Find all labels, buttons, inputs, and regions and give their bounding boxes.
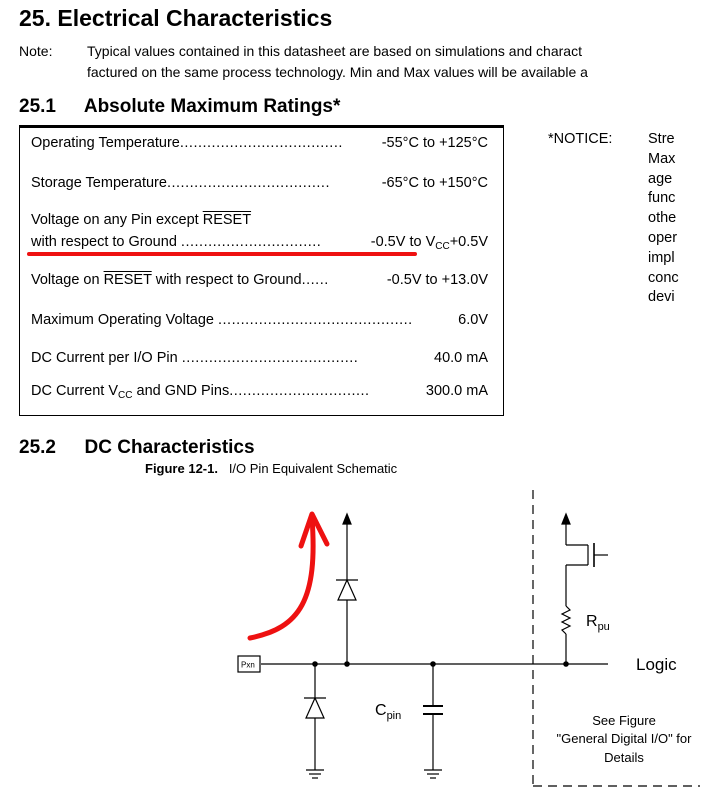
section-number: 25. bbox=[19, 5, 51, 31]
notice-line: Stre bbox=[648, 131, 675, 147]
resistor-icon bbox=[562, 606, 570, 634]
subsection-title: Absolute Maximum Ratings* bbox=[83, 96, 341, 117]
notice-line: conc bbox=[648, 269, 679, 286]
rating-reset-voltage-value: -0.5V to +13.0V bbox=[386, 272, 488, 288]
rating-storage-temperature-value: -65°C to +150°C bbox=[381, 175, 488, 191]
pin-label: Pxn bbox=[241, 660, 255, 670]
rpu-label: $R_{pu}$ bbox=[586, 613, 610, 633]
section-title: Electrical Characteristics bbox=[57, 5, 333, 31]
figure-caption-text: I/O Pin Equivalent Schematic bbox=[228, 461, 398, 476]
annotation-underline bbox=[27, 252, 417, 256]
subsection-title: DC Characteristics bbox=[84, 437, 255, 453]
notice-line: age bbox=[648, 170, 673, 187]
notice-label: *NOTICE: bbox=[548, 131, 613, 147]
subsection-number: 25.2 bbox=[19, 437, 56, 453]
subsection-number: 25.1 bbox=[19, 96, 56, 117]
logic-label: Logic bbox=[636, 655, 677, 674]
rating-storage-temperature: Storage Temperature.................................... bbox=[31, 175, 330, 191]
rating-dc-current-vcc-value: 300.0 mA bbox=[425, 383, 488, 399]
rating-dc-current-io-value: 40.0 mA bbox=[434, 350, 488, 366]
rating-pin-voltage-line-2: with respect to Ground ............................... bbox=[31, 234, 322, 250]
rating-dc-current-io: DC Current per I/O Pin ....................................... bbox=[31, 350, 359, 366]
rating-reset-voltage: Voltage on RESET with respect to Ground...... bbox=[31, 272, 329, 288]
upper-arrow-icon bbox=[343, 514, 351, 524]
cpin-label: $C_{pin}$ bbox=[375, 702, 402, 722]
notice-line: devi bbox=[648, 289, 675, 306]
lower-diode-triangle bbox=[306, 698, 324, 718]
see-figure-line-1: See Figure bbox=[592, 713, 656, 728]
see-figure-line-2: "General Digital I/O" for bbox=[556, 731, 692, 746]
rating-max-operating-voltage: Maximum Operating Voltage ........................................... bbox=[31, 312, 413, 328]
note-label: Note: bbox=[19, 43, 53, 59]
rating-dc-current-vcc: DC Current $V_{CC}$ and GND Pins............................... bbox=[31, 383, 370, 401]
notice-line: Max bbox=[648, 150, 676, 167]
rating-pin-voltage-line-1: Voltage on any Pin except RESET bbox=[31, 212, 252, 228]
notice-line: func bbox=[648, 190, 676, 207]
upper-diode-triangle bbox=[338, 580, 356, 600]
notice-line: impl bbox=[648, 249, 675, 266]
note-line-2: factured on the same process technology. Min and Max values will be available a bbox=[87, 64, 588, 80]
see-figure-line-3: Details bbox=[604, 750, 644, 765]
rating-operating-temperature: Operating Temperature.................................... bbox=[31, 135, 343, 151]
rating-operating-temperature-value: -55°C to +125°C bbox=[381, 135, 488, 151]
note-line-1: Typical values contained in this datasheet are based on simulations and charact bbox=[87, 43, 582, 59]
rating-pin-voltage-value: -0.5V to $V_{CC}+0.5V$ bbox=[370, 234, 488, 252]
notice-line: othe bbox=[648, 210, 677, 227]
notice-line: oper bbox=[648, 229, 678, 246]
figure-caption-label: Figure 12-1. bbox=[145, 461, 218, 476]
annotation-arrow-icon bbox=[250, 514, 327, 638]
pullup-arrow-icon bbox=[562, 514, 570, 524]
rating-max-operating-voltage-value: 6.0V bbox=[458, 312, 488, 328]
